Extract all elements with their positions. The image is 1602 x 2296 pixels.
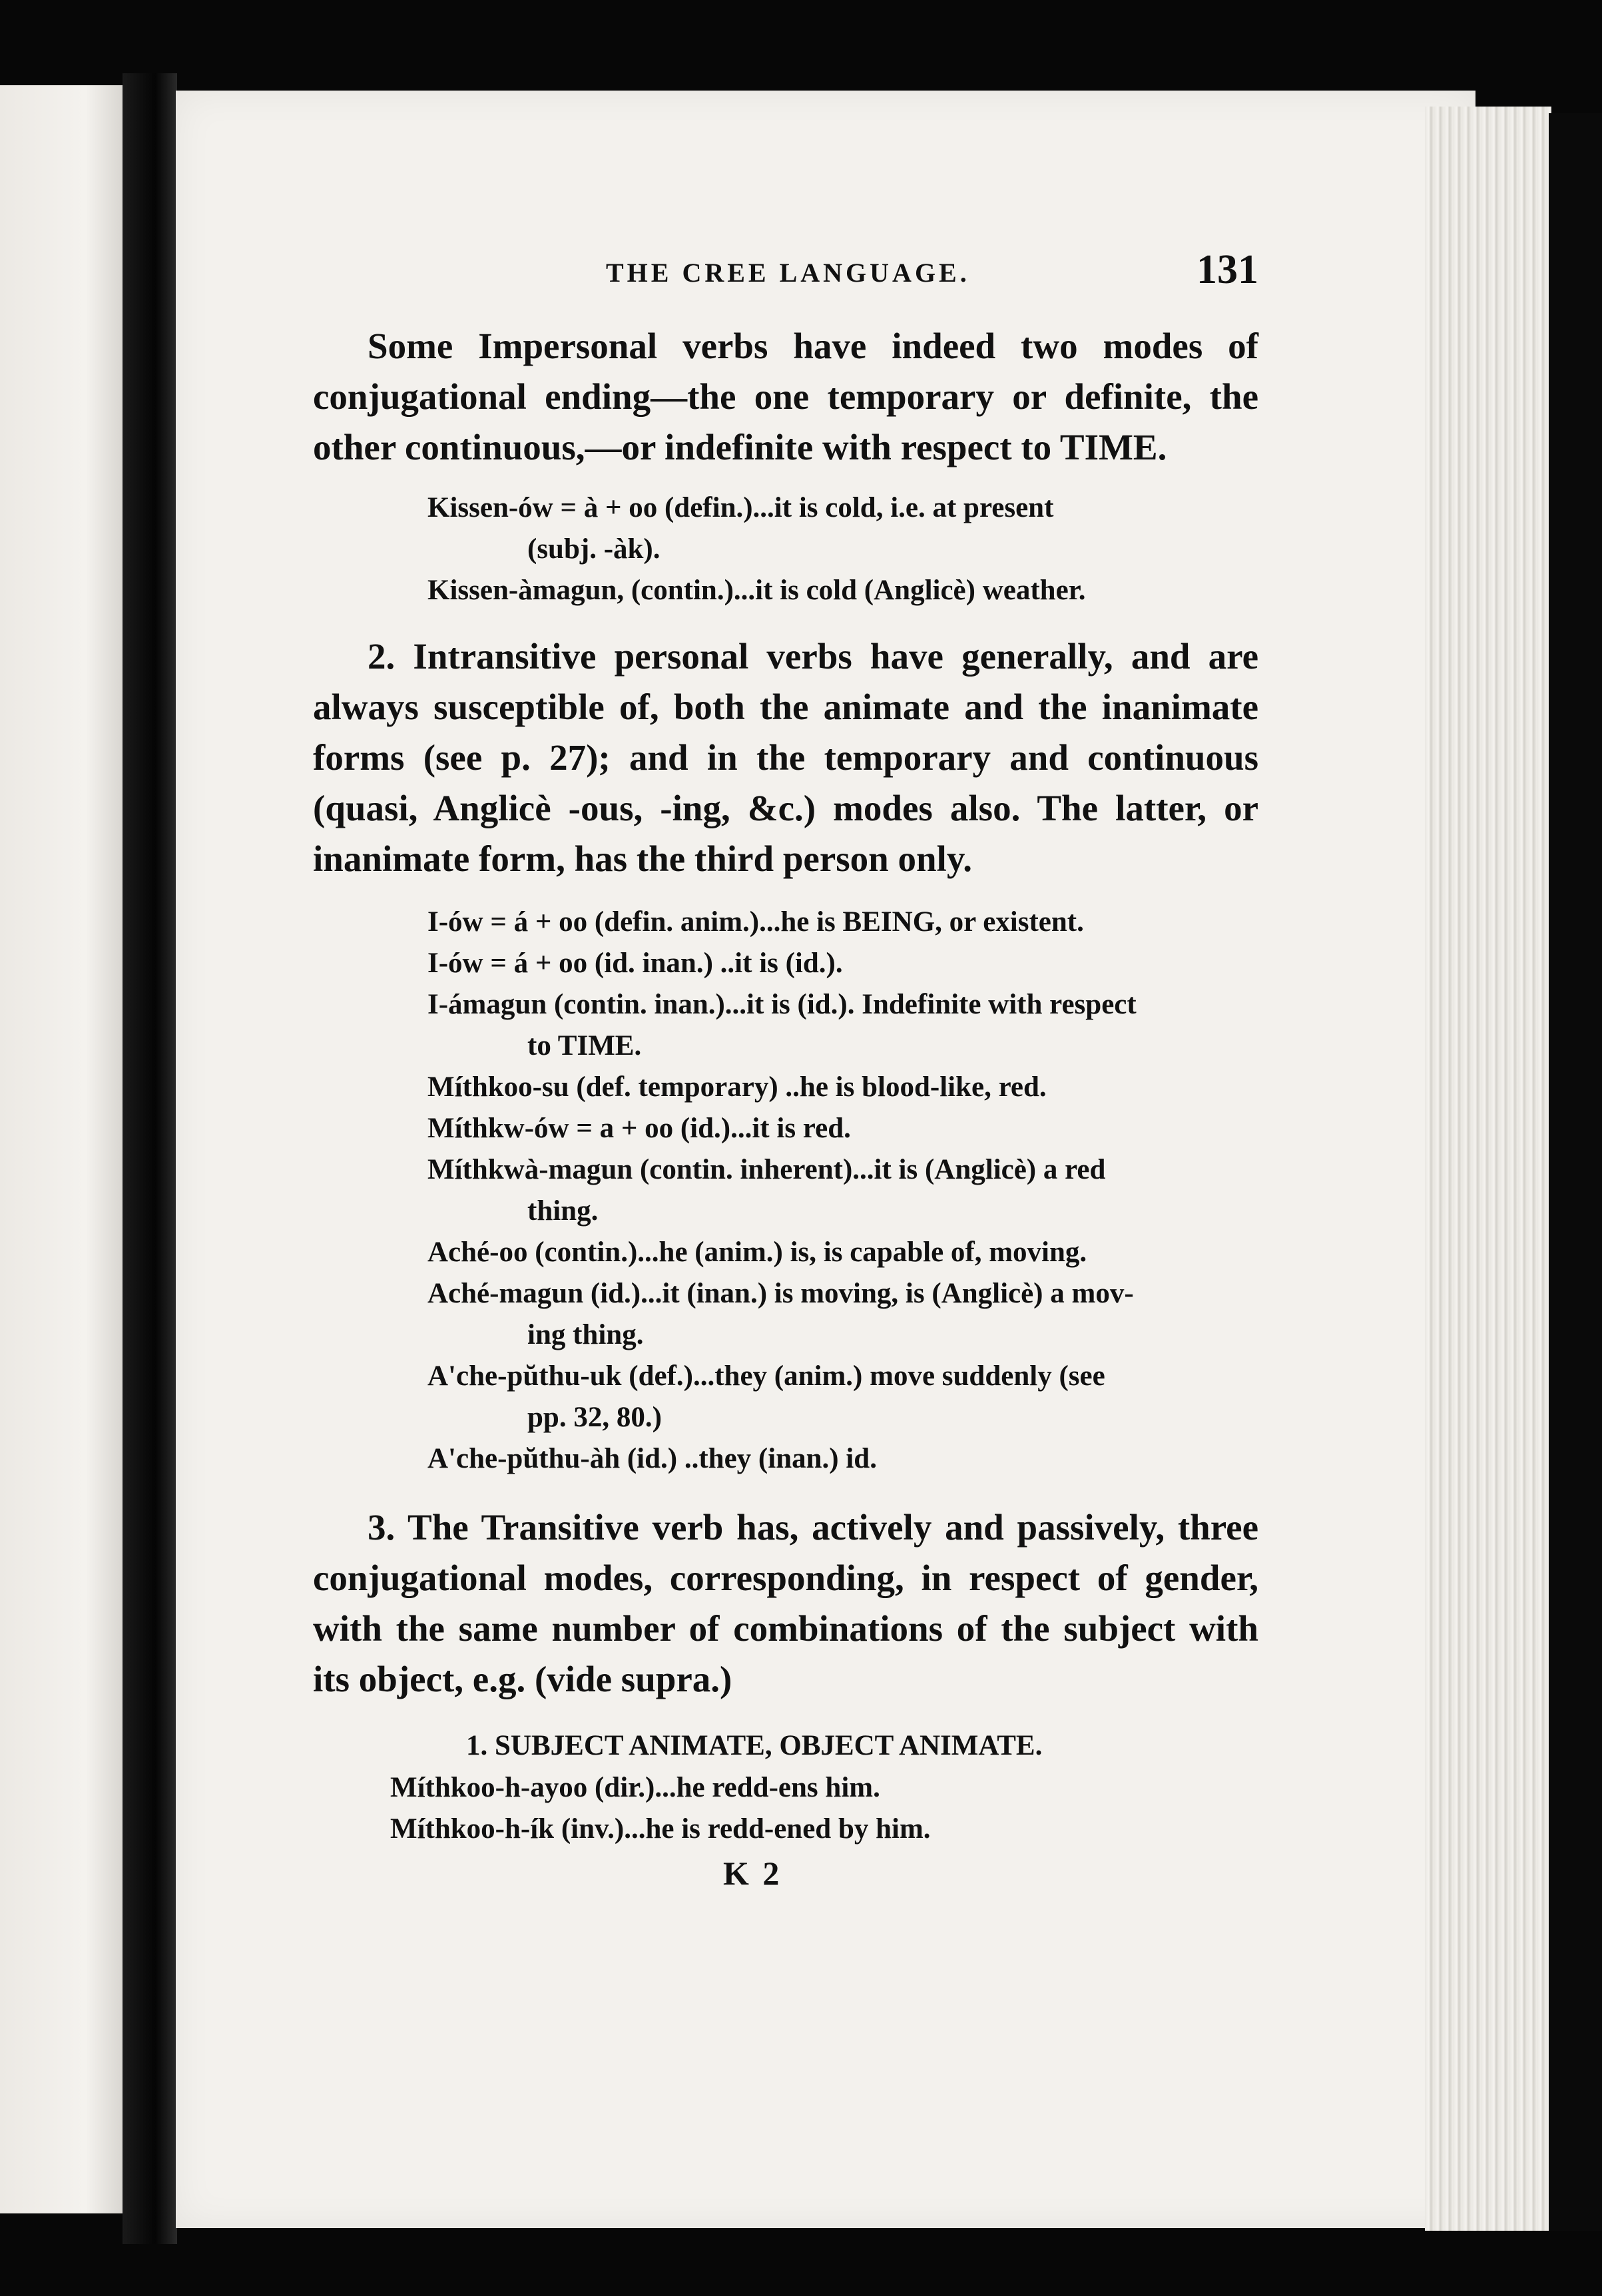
background-edge (1549, 113, 1602, 2231)
running-title: THE CREE LANGUAGE. (606, 258, 970, 288)
example-line: Kissen-ów = à + oo (defin.)...it is cold, i.e. at present (427, 492, 1054, 523)
page-content (313, 246, 1258, 1892)
page-number: 131 (1197, 247, 1258, 292)
example-mithkw-ow: Míthkw-ów = a + oo (id.)...it is red. (427, 1113, 851, 1144)
example-line-cont: to TIME. (527, 1030, 642, 1061)
facing-page (0, 85, 123, 2213)
example-line-cont: ing thing. (527, 1319, 644, 1350)
page-edges (1425, 107, 1551, 2231)
example-ache-puthu-uk (313, 1356, 1258, 1438)
book-gutter (123, 73, 177, 2244)
example-kissen-amagun: Kissen-àmagun, (contin.)...it is cold (Anglicè) weather. (427, 575, 1086, 606)
example-mithkwa-magun (313, 1149, 1258, 1232)
example-mithkoo-h-ik: Míthkoo-h-ík (inv.)...he is redd-ened by him. (390, 1813, 931, 1845)
example-mithkoo-su: Míthkoo-su (def. temporary) ..he is blood-like, red. (427, 1071, 1047, 1103)
example-line-cont: pp. 32, 80.) (527, 1402, 662, 1433)
example-line-cont: thing. (527, 1195, 599, 1227)
example-mithkoo-h-ayoo: Míthkoo-h-ayoo (dir.)...he redd-ens him. (390, 1772, 880, 1803)
paragraph-impersonal-verbs: Some Impersonal verbs have indeed two modes of conjugational ending—the one temporary or definite, the other continuous,—or indefinite with respect to TIME. (313, 326, 1258, 467)
example-line-cont: (subj. -àk). (527, 533, 661, 565)
example-line: Míthkwà-magun (contin. inherent)...it is (Anglicè) a red (427, 1154, 1106, 1185)
page-header (313, 246, 1258, 300)
example-ache-magun (313, 1273, 1258, 1356)
example-line: A'che-pŭthu-uk (def.)...they (anim.) move suddenly (see (427, 1360, 1105, 1392)
example-i-amagun (313, 984, 1258, 1067)
example-i-ow-anim: I-ów = á + oo (defin. anim.)...he is BEING, or existent. (427, 906, 1084, 938)
example-i-ow-inan: I-ów = á + oo (id. inan.) ..it is (id.). (427, 948, 843, 979)
example-ache-puthu-ah: A'che-pŭthu-àh (id.) ..they (inan.) id. (427, 1443, 877, 1474)
paragraph-transitive-verbs: 3. The Transitive verb has, actively and passively, three conjugational modes, corresponding, in respect of gender, with the same number of combinations of the subject with its object, e.g. (vide supra.) (313, 1507, 1258, 1699)
example-ache-oo: Aché-oo (contin.)...he (anim.) is, is capable of, moving. (427, 1237, 1087, 1268)
printer-signature: K 2 (723, 1855, 782, 1892)
example-line: I-ámagun (contin. inan.)...it is (id.). Indefinite with respect (427, 989, 1137, 1020)
example-kissen-ow (313, 487, 1258, 570)
example-line: Aché-magun (id.)...it (inan.) is moving, is (Anglicè) a mov- (427, 1278, 1134, 1309)
section-subheading: 1. SUBJECT ANIMATE, OBJECT ANIMATE. (466, 1730, 1043, 1761)
paragraph-intransitive-verbs: 2. Intransitive personal verbs have generally, and are always susceptible of, both the animate and the inanimate forms (see p. 27); and in the temporary and continuous (quasi, Anglicè -ous, -ing, &c.) modes also. The latter, or inanimate form, has the third person only. (313, 636, 1258, 879)
